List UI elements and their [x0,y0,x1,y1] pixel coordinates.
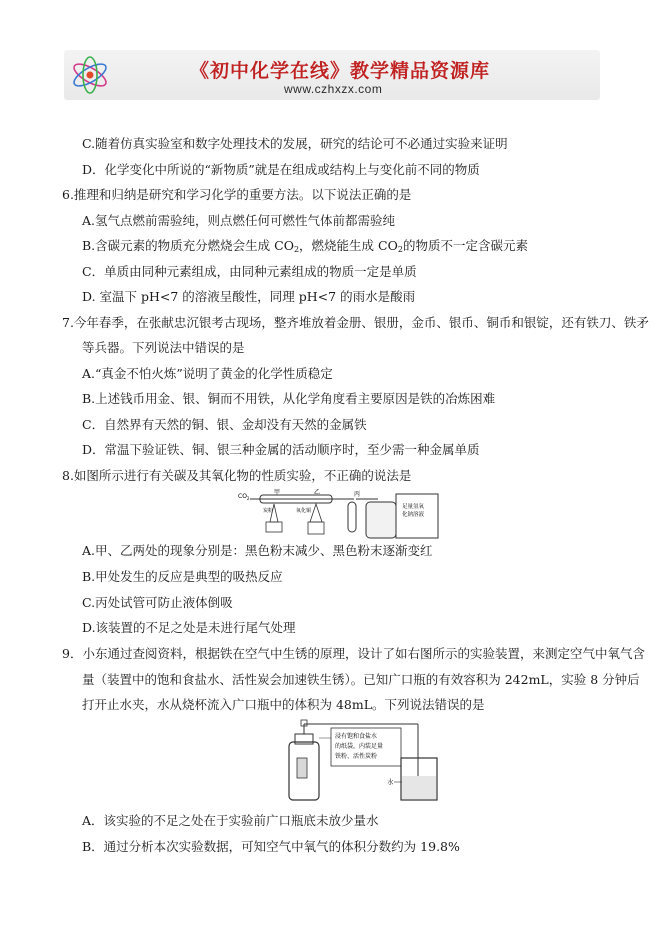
bag-label-3: 铁粉、活性炭粉 [335,753,378,760]
q8-option-d: D.该装置的不足之处是未进行尾气处理 [82,620,296,635]
option-c-prev: C.随着仿真实验室和数字处理技术的发展，研究的结论可不必通过实验来证明 [82,136,508,151]
bag-label-1: 浸有饱和食盐水 [335,733,378,740]
q7-option-b: B.上述钱币用金、银、铜而不用铁，从化学角度看主要原因是铁的冶炼困难 [82,391,496,406]
bag-label-2: 的纸袋，内装足量 [335,743,384,750]
q7-option-a: A.“真金不怕火炼”说明了黄金的化学性质稳定 [82,366,333,381]
header-banner [64,50,600,100]
question-9: 9．小东通过查阅资料，根据铁在空气中生锈的原理，设计了如右图所示的实验装置，来测定空气中氧气含 [62,646,645,661]
label-bing: 丙 [354,491,361,498]
paper-bag [297,758,307,778]
banner-url: www.czhxzx.com [284,82,383,96]
q9-option-b: B．通过分析本次实验数据，可知空气中氧气的体积分数约为 19.8% [82,839,460,854]
label-tanfen: 炭粉 [263,508,274,514]
label-yi: 乙 [314,489,321,496]
test-tube [348,502,356,532]
label-cuo: 氧化铜 [296,508,312,514]
banner-title: 《初中化学在线》教学精品资源库 [190,60,491,82]
q6-option-a: A.氢气点燃前需验纯，则点燃任何可燃性气体前都需验纯 [82,213,396,228]
q8-option-c: C.丙处试管可防止液体倒吸 [82,595,233,610]
q8-option-b: B.甲处发生的反应是典型的吸热反应 [82,569,283,584]
question-6: 6.推理和归纳是研究和学习化学的重要方法。以下说法正确的是 [62,187,412,202]
atom-logo-icon [68,53,112,97]
question-9-cont-2: 打开止水夹，水从烧杯流入广口瓶中的体积为 48mL。下列说法错误的是 [82,697,485,712]
reagent-label-2: 化钠溶液 [402,512,425,518]
water-label: 水 [387,778,394,786]
wash-bottle [366,502,396,538]
question-7: 7.今年春季，在张献忠沉银考古现场，整齐堆放着金册、银册，金币、银币、铜币和银锭，还有铁刀、铁矛 [62,315,649,330]
option-d-prev: D．化学变化中所说的“新物质”就是在组成或结构上与变化前不同的物质 [82,162,480,177]
q6-option-c: C．单质由同种元素组成，由同种元素组成的物质一定是单质 [82,264,417,279]
q7-option-c: C．自然界有天然的铜、银、金却没有天然的金属铁 [82,417,367,432]
q6-option-d: D. 室温下 pH<7 的溶液呈酸性，同理 pH<7 的雨水是酸雨 [82,289,416,304]
q8-option-a: A.甲、乙两处的现象分别是：黑色粉末减少、黑色粉末逐渐变红 [82,543,433,558]
reagent-label-1: 足量氢氧 [402,504,425,510]
q6-option-b: B.含碳元素的物质充分燃烧会生成 $CO_2$，燃烧能生成 $CO_2$的物质不一定含碳元素 [82,238,528,254]
question-7-cont: 等兵器。下列说法中错误的是 [82,340,245,355]
q9-option-a: A．该实验的不足之处在于实验前广口瓶底未放少量水 [82,813,379,828]
label-jia: 甲 [274,489,281,496]
burner-2 [310,504,322,522]
co2-label: $CO_2$ [238,493,250,501]
question-8: 8.如图所示进行有关碳及其氧化物的性质实验，不正确的说法是 [62,468,412,483]
q7-option-d: D．常温下验证铁、铜、银三种金属的活动顺序时，至少需一种金属单质 [82,442,480,457]
question-9-cont-1: 量（装置中的饱和食盐水、活性炭会加速铁生锈）。已知广口瓶的有效容积为 242mL，实验 8 分钟后 [82,672,640,687]
apparatus-figure-2 [283,718,445,804]
apparatus-figure-1 [238,488,440,542]
